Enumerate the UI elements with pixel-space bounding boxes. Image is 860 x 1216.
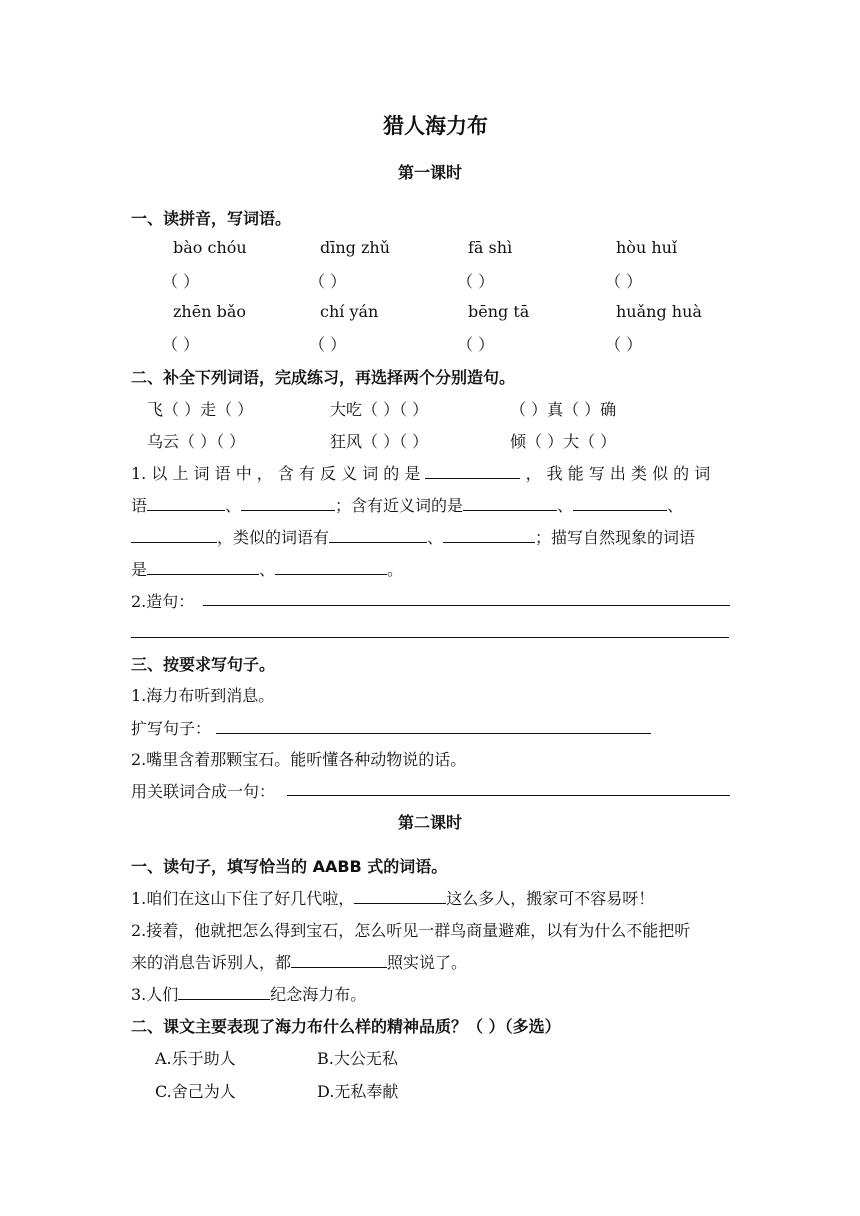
q2-para-line2: 语 、 ；含有近义词的是 、 、 (131, 496, 684, 515)
pinyin-7: bēng tā (468, 302, 530, 321)
idiom-fill[interactable]: （ ）真（ ）确 (510, 400, 617, 419)
answer-line[interactable] (216, 733, 651, 734)
blank[interactable] (463, 494, 557, 511)
q2-title: 二、补全下列词语，完成练习，再选择两个分别造句。 (131, 368, 516, 387)
q2-para-line4: 是 、 。 (131, 560, 404, 579)
l2-q1-title: 一、读句子，填写恰当的 AABB 式的词语。 (131, 857, 448, 876)
q2-para-line3: ，类似的词语有 、 ；描写自然现象的词语 (131, 525, 695, 548)
answer-paren[interactable]: （ ） (309, 335, 347, 354)
answer-paren[interactable]: （ ） (309, 272, 347, 291)
pinyin-5: zhēn bǎo (173, 302, 247, 321)
page-title: 猎人海力布 (383, 114, 488, 138)
lesson1-heading: 第一课时 (398, 163, 463, 182)
idiom-fill[interactable]: 飞（ ）走（ ） (147, 400, 254, 419)
blank[interactable] (241, 494, 335, 511)
task-label: 用关联词合成一句： (131, 782, 276, 801)
blank[interactable] (147, 558, 259, 575)
sentence-label: 2.造句： (131, 592, 195, 611)
lesson2-heading: 第二课时 (398, 813, 463, 832)
q2-para-line1: 1. 以 上 词 语 中 ， 含 有 反 义 词 的 是 ， 我 能 写 出 类 似 的 词 (131, 464, 711, 483)
q1-title: 一、读拼音，写词语。 (131, 209, 292, 228)
blank[interactable] (131, 526, 217, 543)
answer-paren[interactable]: （ ） (457, 335, 495, 354)
blank[interactable] (275, 558, 387, 575)
answer-line[interactable] (203, 605, 730, 606)
answer-paren[interactable]: （ ） (162, 272, 200, 291)
q3-title: 三、按要求写句子。 (131, 655, 276, 674)
option-b[interactable]: B.大公无私 (317, 1049, 398, 1068)
answer-paren[interactable]: （ ） (457, 272, 495, 291)
l2-sentence-1: 1.咱们在这山下住了好几代啦， 这么多人，搬家可不容易呀！ (131, 889, 655, 908)
blank[interactable] (425, 462, 520, 479)
answer-line[interactable] (131, 637, 729, 638)
idiom-fill[interactable]: 大吃（ ）（ ） (330, 400, 429, 419)
l2-sentence-2b: 来的消息告诉别人，都 照实说了。 (131, 953, 468, 972)
l2-sentence-2a: 2.接着，他就把怎么得到宝石，怎么听见一群鸟商量避难，以有为什么不能把听 (131, 921, 691, 940)
pinyin-8: huǎng huà (616, 302, 702, 321)
idiom-fill[interactable]: 倾（ ）大（ ） (510, 432, 617, 451)
pinyin-6: chí yán (320, 302, 379, 321)
sentence-1: 1.海力布听到消息。 (131, 686, 275, 705)
option-d[interactable]: D.无私奉献 (317, 1082, 399, 1101)
task-label: 扩写句子： (131, 719, 212, 738)
answer-paren[interactable]: （ ） (605, 272, 643, 291)
pinyin-3: fā shì (468, 238, 513, 257)
pinyin-1: bào chóu (173, 238, 247, 257)
answer-paren[interactable]: （ ） (605, 335, 643, 354)
blank[interactable] (147, 494, 225, 511)
idiom-fill[interactable]: 狂风（ ）（ ） (330, 432, 429, 451)
option-c[interactable]: C.舍己为人 (155, 1082, 236, 1101)
blank[interactable] (178, 983, 270, 1000)
l2-q2-title: 二、课文主要表现了海力布什么样的精神品质？（ ）（多选） (131, 1017, 561, 1036)
blank[interactable] (329, 526, 427, 543)
blank[interactable] (354, 887, 446, 904)
l2-sentence-3: 3.人们 纪念海力布。 (131, 985, 367, 1004)
pinyin-4: hòu huǐ (616, 238, 678, 257)
blank[interactable] (443, 526, 535, 543)
option-a[interactable]: A.乐于助人 (155, 1049, 236, 1068)
pinyin-2: dīng zhǔ (320, 238, 391, 257)
idiom-fill[interactable]: 乌云（ ）（ ） (147, 432, 246, 451)
answer-line[interactable] (287, 795, 730, 796)
sentence-2: 2.嘴里含着那颗宝石。能听懂各种动物说的话。 (131, 750, 467, 769)
answer-paren[interactable]: （ ） (162, 335, 200, 354)
blank[interactable] (291, 951, 387, 968)
blank[interactable] (573, 494, 667, 511)
